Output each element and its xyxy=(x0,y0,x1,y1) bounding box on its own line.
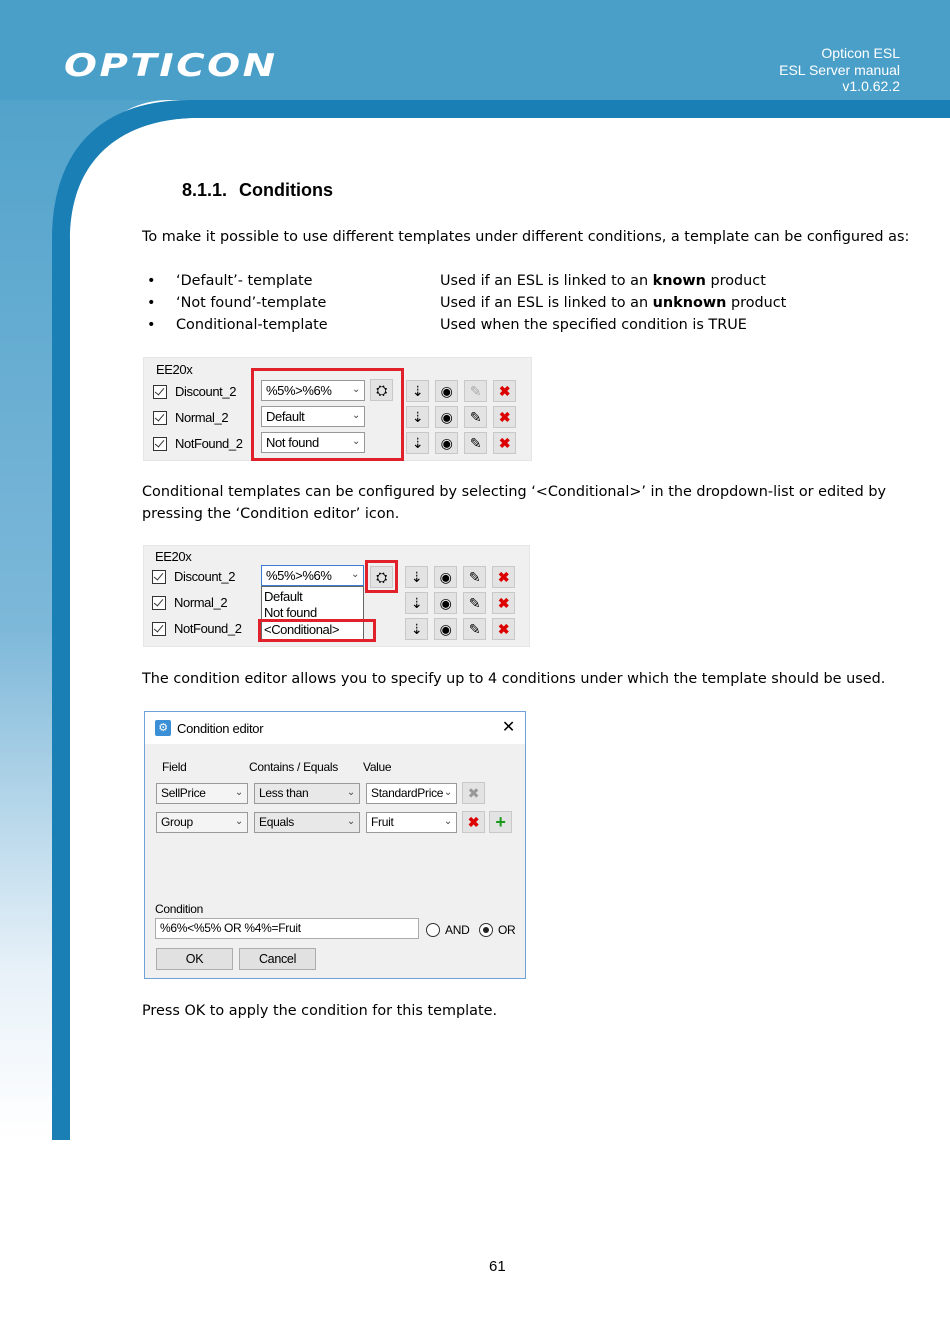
dropdown-option[interactable]: Not found xyxy=(264,605,317,620)
header-meta xyxy=(779,45,900,95)
chevron-down-icon: ⌄ xyxy=(352,436,360,447)
list-desc: Used if an ESL is linked to an unknown product xyxy=(440,295,787,311)
column-header-operator: Contains / Equals xyxy=(249,760,338,774)
eye-icon[interactable]: ◉ xyxy=(435,432,458,454)
delete-icon[interactable]: ✖ xyxy=(492,618,515,640)
bullet-icon: • xyxy=(147,317,156,333)
highlight-box xyxy=(365,560,398,593)
pencil-icon[interactable]: ✎ xyxy=(463,566,486,588)
pencil-icon[interactable]: ✎ xyxy=(463,592,486,614)
template-type-list xyxy=(142,270,842,336)
move-down-icon[interactable]: ⇣ xyxy=(405,592,428,614)
list-desc: Used when the specified condition is TRUE xyxy=(440,317,747,333)
bullet-icon: • xyxy=(147,295,156,311)
dialog-titlebar xyxy=(145,712,525,744)
chevron-down-icon: ⌄ xyxy=(351,569,359,580)
delete-icon[interactable]: ✖ xyxy=(493,406,516,428)
checkbox[interactable] xyxy=(152,596,166,610)
conditional-paragraph: Conditional templates can be configured by selecting ‘<Conditional>’ in the dropdown-list or edited by pressing the ‘Condition editor’ icon. xyxy=(142,484,886,522)
checkbox[interactable] xyxy=(153,411,167,425)
eye-icon[interactable]: ◉ xyxy=(434,566,457,588)
pencil-icon[interactable]: ✎ xyxy=(464,380,487,402)
field-select[interactable]: SellPrice ⌄ xyxy=(156,783,248,804)
app-icon: ⚙ xyxy=(155,720,171,736)
pencil-icon[interactable]: ✎ xyxy=(463,618,486,640)
move-down-icon[interactable]: ⇣ xyxy=(406,380,429,402)
pencil-icon[interactable]: ✎ xyxy=(464,432,487,454)
highlight-box xyxy=(251,368,404,461)
cancel-button[interactable]: Cancel xyxy=(239,948,316,970)
group-label: EE20x xyxy=(156,362,193,377)
move-down-icon[interactable]: ⇣ xyxy=(406,406,429,428)
header-version: v1.0.62.2 xyxy=(842,78,900,94)
column-header-value: Value xyxy=(363,760,392,774)
template-name: Discount_2 xyxy=(174,569,236,584)
or-label: OR xyxy=(498,923,516,937)
delete-condition-icon[interactable]: ✖ xyxy=(462,811,485,833)
section-title: Conditions xyxy=(239,180,334,200)
template-name: NotFound_2 xyxy=(174,621,242,636)
template-combo[interactable]: Not found ⌄ xyxy=(261,432,365,453)
header-manual: ESL Server manual xyxy=(779,61,900,78)
bullet-icon: • xyxy=(147,273,156,289)
template-name: Discount_2 xyxy=(175,384,237,399)
list-item xyxy=(142,314,842,336)
section-heading xyxy=(182,180,333,201)
template-name: NotFound_2 xyxy=(175,436,243,451)
add-condition-icon[interactable]: + xyxy=(489,811,512,833)
close-icon[interactable]: ✕ xyxy=(501,719,515,736)
checkbox[interactable] xyxy=(153,437,167,451)
condition-editor-icon[interactable]: ⛭ xyxy=(370,379,393,401)
operator-select[interactable]: Equals ⌄ xyxy=(254,812,360,833)
closing-paragraph: Press OK to apply the condition for this template. xyxy=(142,1003,498,1019)
condition-input[interactable]: %6%<%5% OR %4%=Fruit xyxy=(155,918,419,939)
highlight-box xyxy=(258,619,376,642)
chevron-down-icon: ⌄ xyxy=(234,816,243,827)
chevron-down-icon: ⌄ xyxy=(443,816,452,827)
condition-editor-icon[interactable]: ⛭ xyxy=(370,566,393,588)
dropdown-option[interactable]: Default xyxy=(264,589,303,604)
delete-icon[interactable]: ✖ xyxy=(493,380,516,402)
eye-icon[interactable]: ◉ xyxy=(435,380,458,402)
move-down-icon[interactable]: ⇣ xyxy=(405,618,428,640)
intro-paragraph: To make it possible to use different templates under different conditions, a template can be configured as: xyxy=(142,229,910,245)
or-radio[interactable] xyxy=(479,923,493,937)
group-label: EE20x xyxy=(155,549,192,564)
list-item xyxy=(142,292,842,314)
move-down-icon[interactable]: ⇣ xyxy=(405,566,428,588)
chevron-down-icon: ⌄ xyxy=(352,384,360,395)
delete-icon[interactable]: ✖ xyxy=(493,432,516,454)
field-select[interactable]: Group ⌄ xyxy=(156,812,248,833)
template-combo[interactable]: %5%>%6% ⌄ xyxy=(261,380,365,401)
template-name: Normal_2 xyxy=(174,595,228,610)
chevron-down-icon: ⌄ xyxy=(234,787,243,798)
chevron-down-icon: ⌄ xyxy=(346,816,355,827)
delete-icon[interactable]: ✖ xyxy=(492,592,515,614)
condition-editor-dialog xyxy=(144,711,526,979)
and-radio[interactable] xyxy=(426,923,440,937)
template-combo[interactable]: Default ⌄ xyxy=(261,406,365,427)
column-header-field: Field xyxy=(162,760,187,774)
page-number: 61 xyxy=(489,1258,506,1275)
opticon-logo: OPTICON xyxy=(64,48,278,84)
operator-select[interactable]: Less than ⌄ xyxy=(254,783,360,804)
list-item xyxy=(142,270,842,292)
condition-label: Condition xyxy=(155,902,204,916)
section-number: 8.1.1. xyxy=(182,180,228,200)
and-label: AND xyxy=(445,923,470,937)
pencil-icon[interactable]: ✎ xyxy=(464,406,487,428)
template-combo[interactable]: %5%>%6% ⌄ xyxy=(261,565,364,586)
eye-icon[interactable]: ◉ xyxy=(434,592,457,614)
editor-intro-paragraph: The condition editor allows you to specify up to 4 conditions under which the template should be used. xyxy=(142,671,886,687)
chevron-down-icon: ⌄ xyxy=(346,787,355,798)
list-desc: Used if an ESL is linked to an known product xyxy=(440,273,766,289)
delete-condition-icon[interactable]: ✖ xyxy=(462,782,485,804)
eye-icon[interactable]: ◉ xyxy=(435,406,458,428)
list-term: ‘Not found’-template xyxy=(176,295,327,311)
chevron-down-icon: ⌄ xyxy=(352,410,360,421)
template-rows-screenshot xyxy=(143,357,532,461)
value-select[interactable]: Fruit ⌄ xyxy=(366,812,457,833)
ok-button[interactable]: OK xyxy=(156,948,233,970)
list-term: Conditional-template xyxy=(176,317,328,333)
checkbox[interactable] xyxy=(152,570,166,584)
chevron-down-icon: ⌄ xyxy=(443,787,452,798)
checkbox[interactable] xyxy=(153,385,167,399)
dialog-title: Condition editor xyxy=(177,721,264,736)
move-down-icon[interactable]: ⇣ xyxy=(406,432,429,454)
template-name: Normal_2 xyxy=(175,410,229,425)
list-term: ‘Default’- template xyxy=(176,273,313,289)
eye-icon[interactable]: ◉ xyxy=(434,618,457,640)
header-product: Opticon ESL xyxy=(821,45,900,61)
value-select[interactable]: StandardPrice ⌄ xyxy=(366,783,457,804)
dropdown-option-conditional[interactable]: <Conditional> xyxy=(264,622,340,637)
dropdown-screenshot xyxy=(143,545,530,647)
checkbox[interactable] xyxy=(152,622,166,636)
delete-icon[interactable]: ✖ xyxy=(492,566,515,588)
